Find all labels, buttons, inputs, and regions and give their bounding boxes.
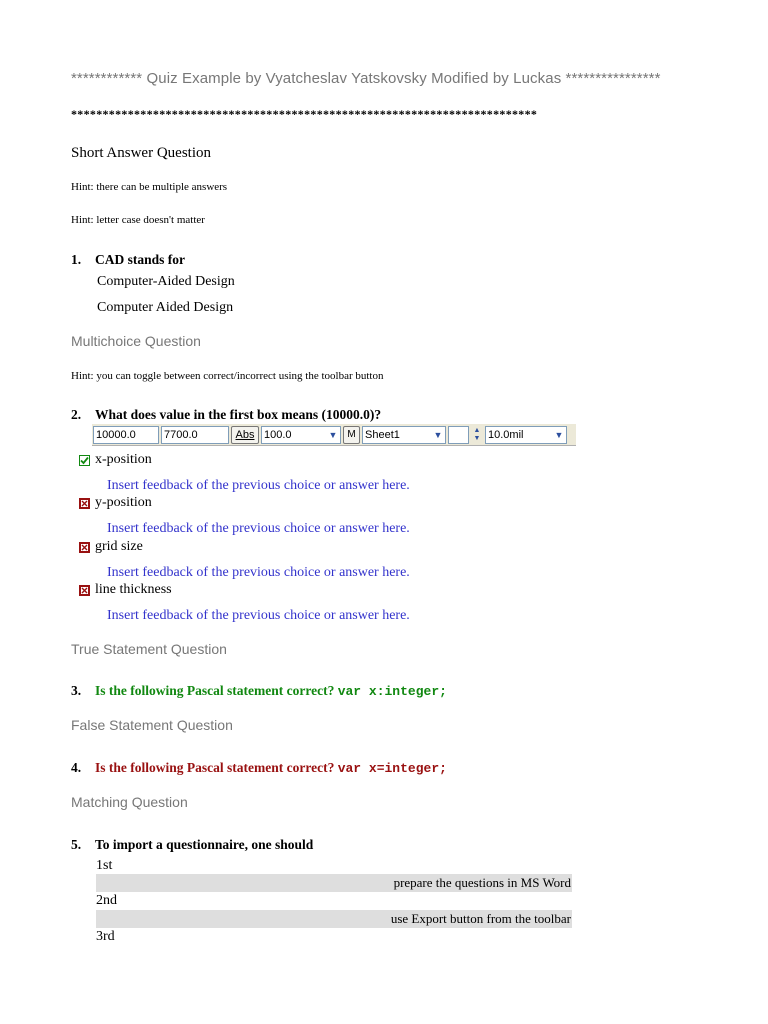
match-label-3: 3rd xyxy=(96,929,115,944)
code-snippet: var x=integer; xyxy=(337,761,447,776)
thickness-combo[interactable] xyxy=(485,426,567,444)
question-3 xyxy=(71,683,447,699)
option-line-thickness[interactable] xyxy=(79,582,172,598)
option-grid-size[interactable] xyxy=(79,539,143,555)
spin-arrows-icon[interactable]: ▲ ▼ xyxy=(473,426,481,442)
stars-divider: ************************************************************************** xyxy=(71,107,538,121)
question-5 xyxy=(71,837,313,853)
sheet-combo[interactable] xyxy=(362,426,446,444)
question-number: 2. xyxy=(71,407,82,422)
coordinate-toolbar xyxy=(92,424,576,446)
question-text: What does value in the first box means (10000.0)? xyxy=(95,407,382,422)
question-2 xyxy=(71,407,381,423)
incorrect-cross-icon xyxy=(79,498,90,509)
thickness-value: 10.0mil xyxy=(488,428,524,441)
answer-2: Computer Aided Design xyxy=(97,300,234,315)
zoom-combo[interactable] xyxy=(261,426,341,444)
option-y-position[interactable] xyxy=(79,495,152,511)
match-value-1[interactable]: prepare the questions in MS Word xyxy=(96,874,572,892)
match-label-2: 2nd xyxy=(96,893,117,908)
incorrect-cross-icon xyxy=(79,585,90,596)
question-number: 4. xyxy=(71,760,82,775)
option-label: grid size xyxy=(95,539,143,554)
sheet-value: Sheet1 xyxy=(365,428,400,441)
option-label: line thickness xyxy=(95,582,172,597)
code-snippet: var x:integer; xyxy=(337,684,447,699)
chevron-down-icon[interactable]: ▼ xyxy=(433,429,443,440)
match-value-2[interactable]: use Export button from the toolbar xyxy=(96,910,572,928)
option-label: x-position xyxy=(95,452,152,467)
question-number: 1. xyxy=(71,252,82,267)
abs-button[interactable]: Abs xyxy=(231,426,259,444)
question-text: Is the following Pascal statement correct? xyxy=(95,683,335,698)
short-answer-heading: Short Answer Question xyxy=(71,145,211,161)
option-x-position[interactable] xyxy=(79,452,152,468)
short-answer-hint-2: Hint: letter case doesn't matter xyxy=(71,214,205,226)
color-swatch[interactable] xyxy=(448,426,469,444)
question-1 xyxy=(71,252,185,268)
option-feedback: Insert feedback of the previous choice or answer here. xyxy=(107,521,410,536)
option-label: y-position xyxy=(95,495,152,510)
false-statement-heading: False Statement Question xyxy=(71,717,233,733)
y-coordinate-field[interactable]: 7700.0 xyxy=(161,426,229,444)
x-coordinate-field[interactable]: 10000.0 xyxy=(93,426,159,444)
option-feedback: Insert feedback of the previous choice or answer here. xyxy=(107,565,410,580)
question-text: CAD stands for xyxy=(95,252,186,267)
chevron-down-icon[interactable]: ▼ xyxy=(554,429,564,440)
correct-check-icon xyxy=(79,455,90,466)
matching-heading: Matching Question xyxy=(71,794,188,810)
question-text: Is the following Pascal statement correct? xyxy=(95,760,335,775)
match-label-1: 1st xyxy=(96,858,113,873)
true-statement-heading: True Statement Question xyxy=(71,641,227,657)
document-title: ************ Quiz Example by Vyatcheslav Yatskovsky Modified by Luckas **************** xyxy=(71,70,661,87)
chevron-down-icon[interactable]: ▼ xyxy=(328,429,338,440)
zoom-value: 100.0 xyxy=(264,428,292,441)
option-feedback: Insert feedback of the previous choice or answer here. xyxy=(107,608,410,623)
short-answer-hint-1: Hint: there can be multiple answers xyxy=(71,181,228,193)
multichoice-heading: Multichoice Question xyxy=(71,333,201,349)
m-button[interactable]: M xyxy=(343,426,360,444)
question-4 xyxy=(71,760,447,776)
multichoice-hint: Hint: you can toggle between correct/incorrect using the toolbar button xyxy=(71,370,384,382)
incorrect-cross-icon xyxy=(79,542,90,553)
question-number: 3. xyxy=(71,683,82,698)
question-number: 5. xyxy=(71,837,82,852)
question-text: To import a questionnaire, one should xyxy=(95,837,314,852)
option-feedback: Insert feedback of the previous choice or answer here. xyxy=(107,478,410,493)
answer-1: Computer-Aided Design xyxy=(97,274,235,289)
